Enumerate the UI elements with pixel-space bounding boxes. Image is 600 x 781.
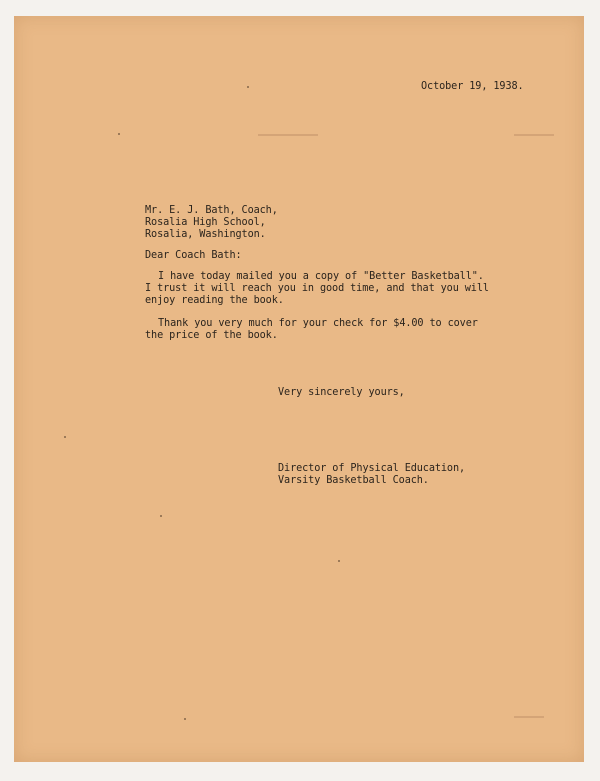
letter-page xyxy=(14,16,584,762)
body-line: I have today mailed you a copy of "Better Basketball". xyxy=(158,271,484,282)
body-line: I trust it will reach you in good time, and that you will xyxy=(145,283,489,294)
paper-speck xyxy=(160,515,162,517)
body-line: enjoy reading the book. xyxy=(145,295,284,306)
bleed-mark xyxy=(514,134,554,136)
recipient-location: Rosalia, Washington. xyxy=(145,229,266,240)
paper-speck xyxy=(338,560,340,562)
signature-title: Director of Physical Education, xyxy=(278,463,466,474)
paper-speck xyxy=(64,436,66,438)
body-line: Thank you very much for your check for $4.00 to cover xyxy=(158,318,478,329)
body-line: the price of the book. xyxy=(145,330,278,341)
paper-speck xyxy=(247,86,249,88)
signature-title: Varsity Basketball Coach. xyxy=(278,475,429,486)
paper-speck xyxy=(118,133,120,135)
recipient-school: Rosalia High School, xyxy=(145,217,266,228)
salutation: Dear Coach Bath: xyxy=(145,250,242,261)
bleed-mark xyxy=(258,134,318,136)
letter-date: October 19, 1938. xyxy=(421,81,524,92)
bleed-mark xyxy=(514,716,544,718)
recipient-name: Mr. E. J. Bath, Coach, xyxy=(145,205,278,216)
paper-speck xyxy=(184,718,186,720)
complimentary-closing: Very sincerely yours, xyxy=(278,387,405,398)
